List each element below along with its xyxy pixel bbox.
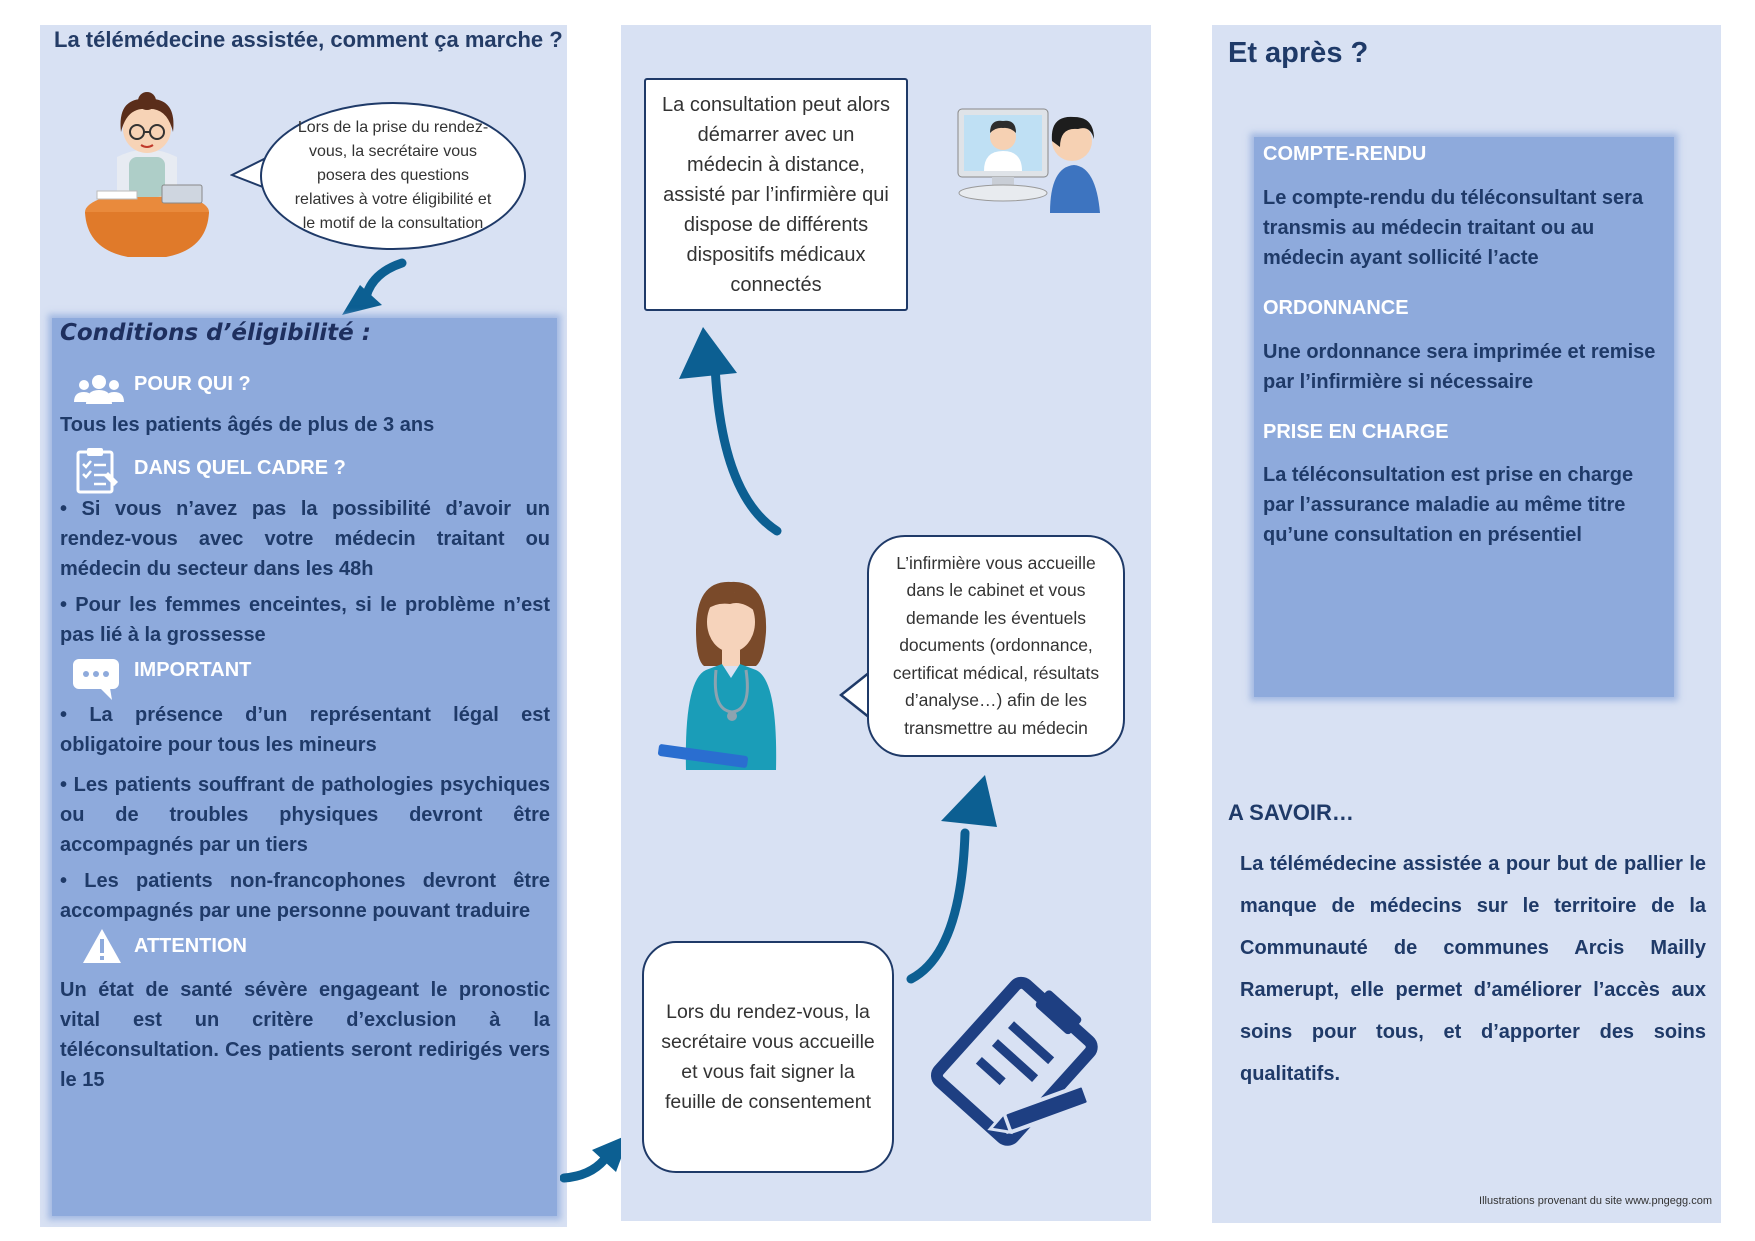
report-text: Le compte-rendu du téléconsultant sera transmis au médecin traitant ou au médecin ayant sollicité l’acte (1263, 187, 1644, 269)
who-text: Tous les patients âgés de plus de 3 ans (60, 414, 435, 436)
clipboard-pen-icon (916, 975, 1106, 1155)
right-panel (1212, 25, 1721, 1223)
nurse-illustration (656, 570, 806, 785)
prescription-heading: ORDONNANCE (1263, 297, 1409, 319)
illustration-credit: Illustrations provenant du site www.pngegg.com (1479, 1195, 1712, 1207)
context-item-1: • Si vous n’avez pas la possibilité d’avoir un rendez-vous avec votre médecin traitant ou médecin du secteur dans les 48h (60, 498, 550, 580)
know-text: La télémédecine assistée a pour but de pallier le manque de médecins sur le territoire de la Communauté de communes Arcis Mailly Ramerupt, elle permet d’améliorer l’accès aux soins pour tous, et d’apporter des soins qualitatifs. (1240, 853, 1706, 1085)
flow-arrow-down-left (332, 255, 422, 325)
after-box (1254, 137, 1674, 697)
left-title: La télémédecine assistée, comment ça marche ? (54, 27, 563, 52)
report-heading: COMPTE-RENDU (1263, 143, 1427, 165)
eligibility-box (52, 318, 557, 1216)
who-heading: POUR QUI ? (134, 373, 251, 395)
left-panel (40, 25, 567, 1227)
secretary-speech-bubble: Lors de la prise du rendez-vous, la secrétaire vous posera des questions relatives à votre éligibilité et le motif de la consultation (260, 102, 526, 250)
checklist-icon (74, 446, 120, 494)
eligibility-title: Conditions d’éligibilité : (60, 320, 371, 346)
step-3-consultation: La consultation peut alors démarrer avec un médecin à distance, assisté par l’infirmière qui dispose de différents dispositifs médicaux connectés (644, 78, 908, 311)
coverage-heading: PRISE EN CHARGE (1263, 421, 1449, 443)
flow-arrow-up (661, 325, 791, 540)
telemedicine-illustration (954, 103, 1104, 213)
prescription-text: Une ordonnance sera imprimée et remise par l’infirmière si nécessaire (1263, 341, 1656, 393)
attention-text: Un état de santé sévère engageant le pronostic vital est un critère d’exclusion à la téléconsultation. Ces patients seront redirigés vers le 15 (60, 979, 550, 1091)
middle-panel (621, 25, 1151, 1221)
coverage-text: La téléconsultation est prise en charge par l’assurance maladie au même titre qu’une consultation en présentiel (1263, 464, 1634, 546)
warning-icon (82, 928, 122, 964)
important-heading: IMPORTANT (134, 659, 252, 681)
important-item-3: • Les patients non-francophones devront être accompagnés par une personne pouvant traduire (60, 870, 550, 922)
right-title: Et après ? (1228, 37, 1369, 69)
context-heading: DANS QUEL CADRE ? (134, 457, 346, 479)
secretary-illustration (67, 87, 227, 257)
step-2-nurse: L’infirmière vous accueille dans le cabinet et vous demande les éventuels documents (ordonnance, certificat médical, résultats d’analyse…) afin de les transmettre au médecin (867, 535, 1125, 757)
step-1-reception: Lors du rendez-vous, la secrétaire vous accueille et vous fait signer la feuille de consentement (642, 941, 894, 1173)
important-item-1: • La présence d’un représentant légal est obligatoire pour tous les mineurs (60, 704, 550, 756)
group-icon (74, 372, 124, 406)
flow-arrow-up-right (901, 773, 1031, 988)
important-item-2: • Les patients souffrant de pathologies psychiques ou de troubles physiques devront être accompagnés par un tiers (60, 774, 550, 856)
context-item-2: • Pour les femmes enceintes, si le problème n’est pas lié à la grossesse (60, 594, 550, 646)
chat-bubble-icon (72, 658, 120, 700)
attention-heading: ATTENTION (134, 935, 247, 957)
know-title: A SAVOIR… (1228, 800, 1354, 825)
